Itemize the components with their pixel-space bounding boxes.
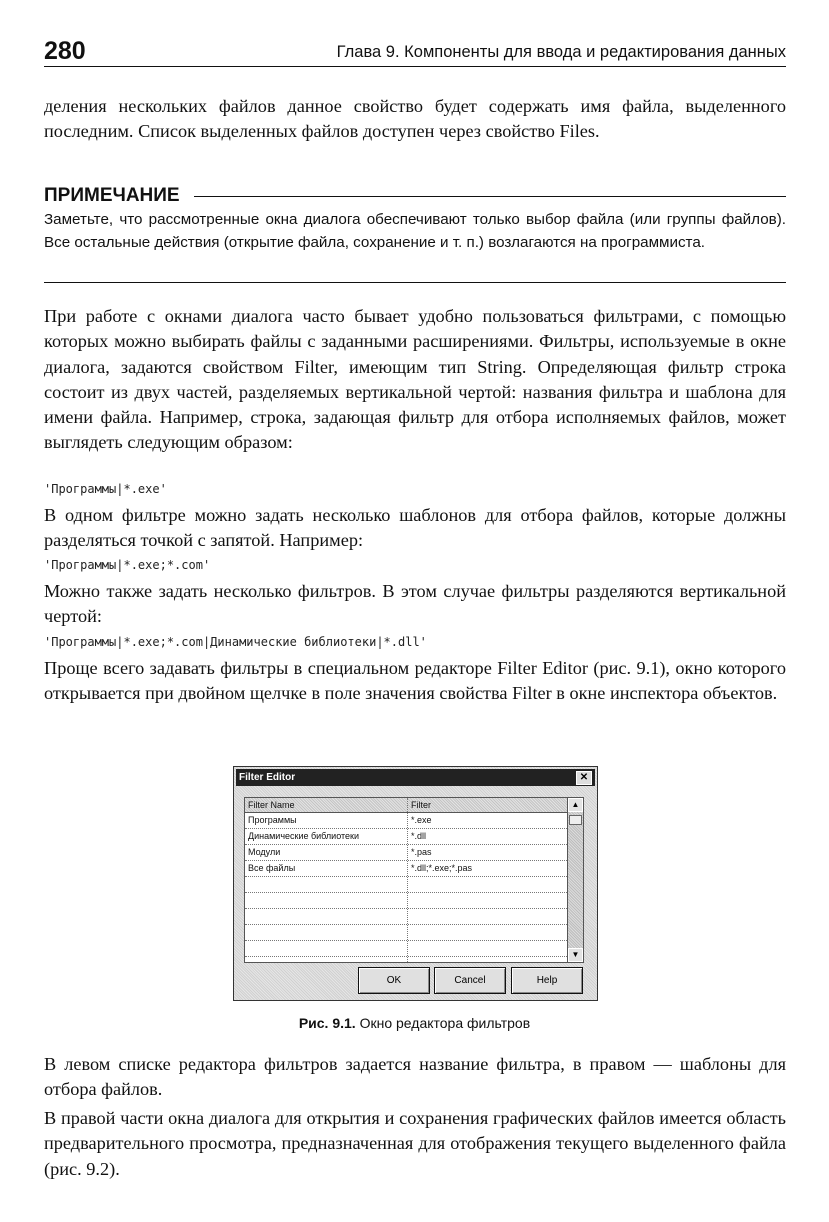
cell-filter-name[interactable]: Модули — [248, 847, 281, 857]
code-example-3: 'Программы|*.exe;*.com|Динамические библиотеки|*.dll' — [44, 635, 427, 649]
chapter-title: Глава 9. Компоненты для ввода и редактирования данных — [336, 43, 786, 61]
scroll-up-icon[interactable]: ▲ — [568, 798, 583, 812]
table-row[interactable] — [245, 829, 567, 845]
close-icon[interactable]: ✕ — [576, 771, 592, 785]
dialog-title: Filter Editor — [239, 772, 296, 783]
cell-filter[interactable]: *.dll — [411, 831, 427, 841]
vertical-scrollbar[interactable] — [567, 797, 584, 963]
paragraph-7: В правой части окна диалога для открытия и сохранения графических файлов имеется область предварительного просмотра, предназначенная для отображения текущего выделенного файла (рис. 9.2). — [44, 1108, 786, 1179]
table-row[interactable] — [245, 861, 567, 877]
figure-caption — [0, 1013, 829, 1033]
code-example-1: 'Программы|*.exe' — [44, 482, 167, 496]
note-header — [44, 184, 786, 210]
col-header-filter-name[interactable]: Filter Name — [248, 800, 295, 810]
table-row-empty[interactable] — [245, 893, 567, 909]
code-example-2: 'Программы|*.exe;*.com' — [44, 558, 211, 572]
table-row-empty[interactable] — [245, 941, 567, 957]
cell-filter-name[interactable]: Программы — [248, 815, 297, 825]
paragraph-6: В левом списке редактора фильтров задается название фильтра, в правом — шаблоны для отбора файлов. — [44, 1054, 786, 1100]
filter-editor-dialog — [233, 766, 598, 1001]
figure-label: Рис. 9.1. — [298, 1015, 356, 1031]
grid-header — [245, 798, 567, 813]
dialog-titlebar — [236, 769, 595, 786]
note-text: Заметьте, что рассмотренные окна диалога обеспечивают только выбор файла (или группы файлов). Все остальные действия (открытие файла, сохранение и т. п.) возлагаются на программиста. — [44, 211, 786, 251]
table-row[interactable] — [245, 845, 567, 861]
cell-filter-name[interactable]: Все файлы — [248, 863, 296, 873]
paragraph-3: В одном фильтре можно задать несколько шаблонов для отбора файлов, которые должны разделяться точкой с запятой. Например: — [44, 505, 786, 551]
help-button[interactable]: Help — [511, 967, 583, 994]
ok-button[interactable]: OK — [358, 967, 430, 994]
cell-filter[interactable]: *.dll;*.exe;*.pas — [411, 863, 473, 873]
note-title: ПРИМЕЧАНИЕ — [44, 184, 184, 208]
page-number: 280 — [44, 37, 86, 65]
cancel-button[interactable]: Cancel — [434, 967, 506, 994]
table-row-empty[interactable] — [245, 877, 567, 893]
paragraph-2: При работе с окнами диалога часто бывает удобно пользоваться фильтрами, с помощью которых можно выбирать файлы с заданными расширениями. Фильтры, используемые в окне диалога, задаются свойством Filter, имеющим тип String. Определяющая фильтр строка состоит из двух частей, разделяемых вертикальной чертой: названия фильтра и шаблона для имени файла. Например, строка, задающая фильтр для отбора исполняемых файлов, может выглядеть следующим образом: — [44, 306, 786, 453]
table-row[interactable] — [245, 813, 567, 829]
paragraph-5: Проще всего задавать фильтры в специальном редакторе Filter Editor (рис. 9.1), окно которого открывается при двойном щелчке в поле значения свойства Filter в окне инспектора объектов. — [44, 658, 786, 704]
paragraph-1: деления нескольких файлов данное свойство будет содержать имя файла, выделенного последним. Список выделенных файлов доступен через свойство Files. — [44, 96, 786, 142]
scroll-down-icon[interactable]: ▼ — [568, 948, 583, 962]
cell-filter-name[interactable]: Динамические библиотеки — [248, 831, 359, 841]
filter-grid[interactable] — [244, 797, 568, 963]
paragraph-4: Можно также задать несколько фильтров. В этом случае фильтры разделяются вертикальной чертой: — [44, 581, 786, 627]
table-row-empty[interactable] — [245, 909, 567, 925]
running-header — [44, 38, 786, 67]
figure-caption-text: Окно редактора фильтров — [359, 1015, 531, 1031]
note-rule — [194, 196, 786, 197]
scroll-thumb[interactable] — [569, 815, 582, 825]
table-row-empty[interactable] — [245, 925, 567, 941]
col-header-filter[interactable]: Filter — [411, 800, 431, 810]
note-bottom-rule — [44, 282, 786, 283]
cell-filter[interactable]: *.exe — [411, 815, 432, 825]
cell-filter[interactable]: *.pas — [411, 847, 432, 857]
